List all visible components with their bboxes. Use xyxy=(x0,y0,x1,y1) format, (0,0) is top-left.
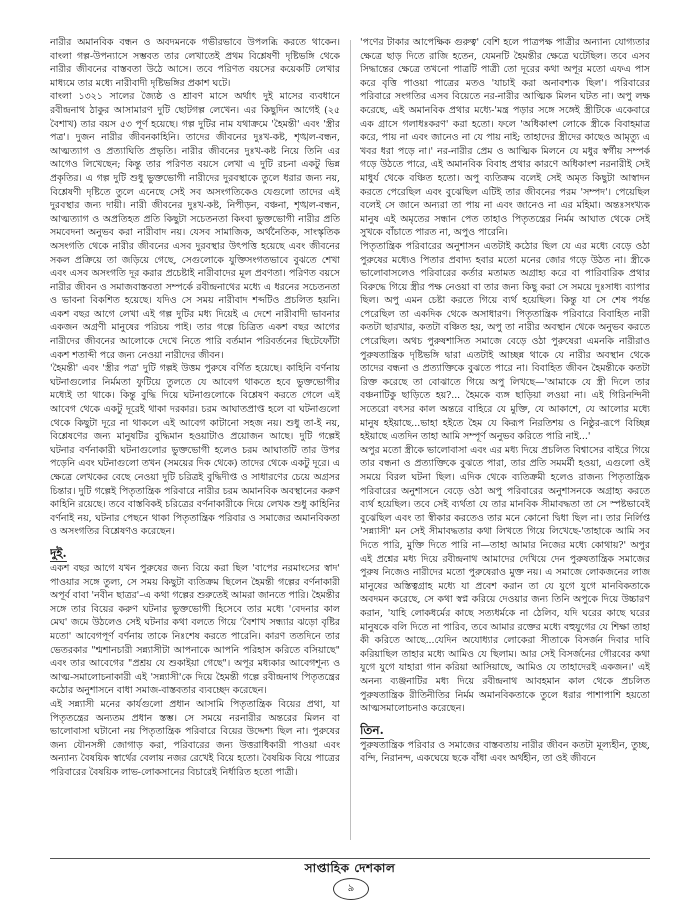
left-column xyxy=(50,36,340,844)
paragraph: এই সন্ন্যাসী মনের কার্যগুলো প্রধান আসামি পিতৃতান্ত্রিক বিয়ের প্রথা, যা পিতৃতন্ত্রের অন্যতম প্রধান স্তম্ভ। সে সময়ে নরনারীর অন্তরের মিলন বা ভালোবাসা ঘটানো নয় পিতৃতান্ত্রিক পরিবারে বিয়ের উদ্দেশ্য ছিল না। পুরুষের জন্য যৌনসঙ্গী জোগাড় করা, পরিবারের জন্য উত্তরাধিকারী পাওয়া এবং অন্যান্য বৈষয়িক স্বার্থের বেলায় নজর রেখেই বিয়ে হতো। বৈষয়িক বিয়ে পাত্রের পরিবারের বৈষয়িক লাভ-লোকসানের বিচারেই নির্ধারিত হতো পাত্রী। xyxy=(50,698,340,778)
paragraph: বাংলা ১৩২১ সালের জ্যৈষ্ঠ ও শ্রাবণ মাসে অর্থাৎ দুই মাসের ব্যবধানে রবীন্দ্রনাথ ঠাকুর আসামারণ দুটি ছোটগল্প লেখেন। এর কিছুদিন আগেই (২৫ বৈশাখ) তার বয়স ৫৩ পূর্ণ হয়েছে। গল্প দুটির নাম যথাক্রমে 'হৈমন্তী' এবং 'স্ত্রীর পত্র'। দুজন নারীর জীবনকাহিনি। তাদের জীবনের দুঃখ-কষ্ট, শৃঙ্খল-বন্ধন, আত্মত্যাগ ও প্রত্যাঘিতি প্রভৃতি। নারীর জীবনের দুঃখ-কষ্ট নিয়ে তিনি এর আগেও লিখেছেন; কিন্তু তার পরিণত বয়সে লেখা এ দুটি রচনা একটু ভিন্ন প্রকৃতির। এ গল্প দুটি শুধু ভুক্তভোগী নারীদের দুরবস্থাকে তুলে ধরার জন্য নয়, বিশ্লেষণী দৃষ্টিতে তুলে এনেছে সেই সব অসংগতিকেও যেগুলো তাদের এই দুরবস্থার জন্য দায়ী। নারী জীবনের দুঃখ-কষ্ট, নিপীড়ন, বঞ্চনা, শৃঙ্খল-বন্ধন, আত্মত্যাগ ও অপ্রতিহত প্রতি কিছুটা সচেতনতা কিংবা ভুক্তভোগী নারীর প্রতি সমবেদনা অনুভব করা নারীবাদ নয়। যেসব সামাজিক, অর্থনৈতিক, সাংস্কৃতিক অসংগতি থেকে নারীর জীবনের এসব দুরবস্থার উৎপত্তি হয়েছে এবং জীবনের সকল প্রক্রিয়ে তা জড়িয়ে গেছে, সেগুলোকে যুক্তিসংগতভাবে বুঝতে শেখা এবং এসব অসংগতি দূর করার প্রচেষ্টাই নারীবাদের মূল প্রবণতা। পরিণত বয়সে নারীর জীবন ও সমাজবাস্তবতা সম্পর্কে রবীন্দ্রনাথের মধ্যে এ ধরনের সচেতনতা ও ভাবনা বিকশিত হয়েছে। যদিও সে সময় নারীবাদ শব্দটিও প্রচলিত হয়নি। একশ বছর আগে লেখা এই গল্প দুটির মধ্য দিয়েই এ দেশে নারীবাদী ভাবনার একজন অগ্রণী মানুষের পরিচয় পাই। তার গল্পে চিত্রিত একশ বছর আগের নারীদের জীবনের আলোকে দেখে নিতে পারি বর্তমান পরিবর্তনের ছিটেফোঁটা একশ শতাব্দী পরে জন্য নেওয়া নারীদের জীবন। xyxy=(50,91,340,361)
paragraph: 'হৈমন্তী' এবং 'স্ত্রীর পত্র' দুটি গল্পই উত্তম পুরুষে বর্ণিত হয়েছে। কাহিনি বর্ণনায় ঘটনাগুলোর নির্মমতা ফুটিয়ে তুলতে যে আবেগ থাকতে হবে ভুক্তভোগীর মধ্যেই তা থাকে। কিন্তু বুদ্ধি দিয়ে ঘটনাগুলোকে বিশ্লেষণ করতে গেলে এই আবেগ থেকে একটু দূরেই থাকা দরকার। চরম আঘাতপ্রাপ্ত হলে বা ঘটনাগুলো থেকে কিছুটা দূরে না থাকলে এই আবেগ কাটানো সহজ নয়। শুধু তা-ই নয়, বিশ্লেষণের জন্য মানুষটির বুদ্ধিমান হওয়াটাও প্রয়োজন আছে। দুটি গল্পেই ঘটনার বর্ণনাকারী ঘটনাগুলোর ভুক্তভোগী হলেও চরম আঘাতটি তার উপর পড়েনি এবং ঘটনাগুলো তখন (সময়ের দিক থেকে) তাদের থেকে একটু দূরে। এ ক্ষেত্রে লেখকের বেছে নেওয়া দুটি চরিত্রই বুদ্ধিদীপ্ত ও সাধারণের চেয়ে অগ্রসর চিন্তার। দুটি গল্পেই পিতৃতান্ত্রিক পরিবারে নারীর চরম অমানবিক অবস্থানের করুণ কাহিনি রয়েছে। তবে বাস্তবিকই চরিত্রের বর্ণনাকারীকে দিয়ে লেখক শুধু কাহিনির বর্ণনাই নয়, ঘটনার পেছনে থাকা পিতৃতান্ত্রিক পরিবার ও সমাজের অমানবিকতা ও অসংগতির বিশ্লেষণও করেছেন। xyxy=(50,363,340,538)
paragraph: নারীর অমানবিক বন্ধন ও অবদমনকে গভীরভাবে উপলব্ধি করতে থাকেন। বাংলা গল্প-উপন্যাসে সম্ভবত তার লেখাতেই প্রথম বিশ্লেষণী দৃষ্টিভঙ্গি থেকে নারীর জীবনের বাস্তবতা উঠে আসে। তবে পরিণত বয়সের কয়েকটি লেখার মাধ্যমে তার মধ্যে নারীবাদী দৃষ্টিভঙ্গির প্রকাশ ঘটে। xyxy=(50,37,340,89)
paragraph: পিতৃতান্ত্রিক পরিবারের অনুশাসন এতটাই কঠোর ছিল যে এর মধ্যে বেড়ে ওঠা পুরুষের মধ্যেও পিতার প্রবাদ্য হবার মতো মনের জোর গড়ে উঠত না। স্ত্রীকে ভালোবাসলেও পরিবারের কর্তার মতামত অগ্রাহ্য করে বা পারিবারিক প্রথার বিরুদ্ধে গিয়ে স্ত্রীর পক্ষ নেওয়া বা তার জন্য কিছু করা সে সময়ে দুঃসাধ্য ব্যাপার ছিল। অপু এমন চেষ্টা করতে গিয়ে ব্যর্থ হয়েছিল। কিন্তু যা সে শেষ পর্যন্ত পেরেছিল তা একদিক থেকে অসাধারণ। পিতৃতান্ত্রিক পরিবারে বিবাহিত নারী কতটা ছারখার, কতটা বঞ্চিত হয়, অপু তা নারীর অবস্থান থেকে অনুভব করতে পেরেছিল। অথচ পুরুষশাসিত সমাজে বেড়ে ওঠা পুরুষেরা এমনকি নারীরাও পুরুষতান্ত্রিক দৃষ্টিভঙ্গি দ্বারা এতটাই আচ্ছন্ন থাকে যে নারীর অবস্থান থেকে তাদের বন্ধনা ও প্রত্যাক্তিকে বুঝতে পারে না। বিবাহিত জীবন হৈমন্তীকে কতটা রিক্ত করেছে তা বোঝাতে গিয়ে অপু লিখছে—'আমাকে যে স্ত্রী দিলে তার বঞ্চনাটিকু ছাড়িতে হয়?... হৈমকে ব্যঙ্গ ছাড়িয়া লওয়া না। এই গিরিনন্দিনী সতেরো বৎসর কাল অন্তরে বাহিরে যে মুক্তি, যে আকাশে, যে আলোর মধ্যে মানুষ হইয়াছে...ভাহা হইতে হৈম যে কিরূপ নিরতিশয় ও নিষ্ঠুর-রূপে বিচ্ছিন্ন হইয়াছে এতদিন তাহা আমি সম্পূর্ণ অনুভব করিতে পারি নাই...' xyxy=(360,240,650,443)
column-divider xyxy=(350,40,351,840)
paragraph: অপুর মতো স্ত্রীকে ভালোবাসা এবং এর মধ্য দিয়ে প্রচলিত বিশ্বাসের বাইরে গিয়ে তার বন্ধনা ও প্রত্যাক্তিকে বুঝতে পারা, তার প্রতি সমমর্মী হওয়া, এগুলো ওই সময়ে বিরল ঘটনা ছিল। এদিক থেকে ব্যতিক্রমী হলেও রাজন্য পিতৃতান্ত্রিক পরিবারের অনুশাসনে বেড়ে ওঠা অপু পরিবারের অনুশাসনকে অগ্রাহ্য করতে ব্যর্থ হয়েছিল। তবে সেই ব্যর্থতা যে তার মানবিক সীমাবদ্ধতা তা সে স্পষ্টভাবেই বুঝেছিল এবং তা স্বীকার করতেও তার মনে কোনো দ্বিধা ছিল না। তার নির্লিপ্ত 'সন্ন্যাসী' মন সেই সীমাবদ্ধতার কথা লিখতে গিয়ে লিখেছে-'তাহাকে আমি সব দিতে পারি, মুক্তি দিতে পারি না—তাহা আমার নিজের মধ্যে কোথায়?' অপুর এই প্রশ্নের মধ্য দিয়ে রবীন্দ্রনাথ আমাদের দেখিয়ে দেন পুরুষতান্ত্রিক সমাজের পুরুষ নিজেও নারীদের মতো পুরুষেরাও মুক্ত নয়। এ সমাজে লোকজনের লাজ মানুষের অস্তিত্বগ্রাহ মধ্যে যা প্রবেশ করান তা যে যুগে যুগে মানবিকতাকে অবদমন করেছে, সে কথা স্বপ্ন করিয়ে দেওয়ার জন্য তিনি অপুকে দিয়ে উচ্চারণ করান, 'যাহি লোকধর্মের কাছে সত্যধর্মকে না ঠেলিব, যদি ঘরের কাছে ঘরের মানুষকে বলি দিতে না পারিব, তবে আমার রক্তের মধ্যে বহুযুগের যে শিক্ষা তাহা কী করিতে আছে...যেদিন অযোধ্যার লোকেরা সীতাকে বিসর্জন দিবার দাবি করিয়াছিল তাহার মধ্যে আমিও যে ছিলাম। আর সেই বিসর্জনের গৌরবের কথা যুগে যুগে যাহারা গান করিয়া আসিয়াছে, আমিও যে তাহাদেরই একজন।' এই অনন্য ব্যঞ্জনাটির মধ্য দিয়ে রবীন্দ্রনাথ আবহমান কাল থেকে প্রচলিত পুরুষতান্ত্রিক রীতিনীতির নির্মম অমানবিকতাকে তুলে ধরার পাশাপাশি হয়তো আত্মসমালোচনাও করেছেন। xyxy=(360,444,650,715)
page-footer xyxy=(0,848,700,900)
paragraph: একশ বছর আগে যখন পুরুষের জন্য বিয়ে করা ছিল 'বাপের নরমাংসের স্বাদ' পাওয়ার সঙ্গে তুল্য, সে সময় কিছুটা ব্যতিক্রম ছিলেন হৈমন্তী গল্পের বর্ণনাকারী অপূর্ব বাবা 'নবীন ছাত্রর'–এ কথা গল্পের শুরুতেই আমরা জানতে পারি। হৈমন্তীর সঙ্গে তার বিয়ের করুণ ঘটনার ভুক্তভোগী হিসেবে তার মধ্যে 'বেদনার কাল মেঘ' জমে উঠলেও সেই ঘটনার কথা বলতে গিয়ে 'বৈশাখ সন্ধ্যার ঝড়ো বৃষ্টির মতো' আবেগপূর্ণ বর্ণনায় তাকে নিঃশেষ করতে পারেনি। কারণ ততদিনে তার ভেতরকার "শ্মশানচারী সন্ন্যাসীটা আপনাকে আপনি পরিহাস করিতে বসিয়াছে" এবং তার আবেগের "প্রশ্রয় যে শুকাইয়া গেছে"। অপূর মধ্যকার আবেগশূন্য ও আত্ম-সমালোচনাকারী এই 'সন্ন্যাসী'কে দিয়ে হৈমন্তী গল্পে রবীন্দ্রনাথ পিতৃতন্ত্রের কঠোর অনুশাসনে বাধা সমাজ-বাস্তবতার ব্যবচ্ছেদ করেছেন। xyxy=(50,562,340,697)
paragraph: পুরুষতান্ত্রিক পরিবার ও সমাজের বাস্তবতায় নারীর জীবন কতটা মূল্যহীন, তুচ্ছ, বন্দি, নিরানন্দ, একঘেয়ে ছকে বাঁধা এবং অর্থহীন, তা ওই জীবনে xyxy=(360,739,650,765)
magazine-name: সাপ্তাহিক দেশকাল xyxy=(304,861,396,875)
paragraph: 'পণের টাকার আপেক্ষিক গুরুত্ব' বেশি হলে পাত্রপক্ষ পাত্রীর অন্যান্য যোগ্যতার ক্ষেত্রে ছাড় দিতে রাজি হতেন, যেমনটি হৈমন্তীর ক্ষেত্রে ঘটেছিল। তবে এসব সিদ্ধান্তের ক্ষেত্রে তখনো পাত্রটি পাত্রী তো দূরের কথা অপূর মতো এফএ পাস করে বৃত্তি পাওয়া পাত্রের মতও 'যাচাই করা অনাবশ্যক ছিল'। পরিবারের পরিবারে সংগতির এসব বিয়েতে নর-নারীর আত্মিক মিলন ঘটত না। অপু লক্ষ করেছে, এই অমানবিক প্রথার মধ্যে-'মন্ত্র পড়ার সঙ্গে সঙ্গেই স্ত্রীটিকে একেবারে এক গ্রাসে গলাধঃকরণ' করা হতো। ফলে 'অধিকাংশ লোকে স্ত্রীকে বিবাহমাত্র করে, পায় না এবং জানেও না যে পায় নাই; তাহাদের স্ত্রীদের কাছেও আমৃত্যু এ খবর ধরা পড়ে না।' নর-নারীর প্রেম ও আত্মিক মিলনে যে মধুর স্বর্গীয় সম্পর্ক গড়ে উঠতে পারে, এই অমানবিক বিবাহ প্রথার কারণে অধিকাংশ নরনারীই সেই মাধুর্য থেকে বঞ্চিত হতো। অপু ব্যতিক্রম বলেই সেই অমৃত কিছুটা আস্বাদন করতে পেরেছিল এবং বুঝেছিল এটিই তার জীবনের পরম 'সম্পদ'। পেয়েছিল বলেই সে জানে অন্যরা তা পায় না এবং জানেও না এর মহিমা। অন্তঃসংখ্যক মানুষ এই অমৃতের সন্ধান পেত তাহাও পিতৃতন্ত্রের নির্মম আঘাত থেকে সেই সুখকে বাঁচাতে পারত না, অপুও পারেনি। xyxy=(360,37,650,239)
right-column xyxy=(360,36,650,844)
section-heading-two: দুই. xyxy=(50,545,67,560)
section-heading-three: তিন. xyxy=(360,722,384,737)
footer-rule xyxy=(50,858,650,859)
page-number: ৯ xyxy=(333,878,369,900)
